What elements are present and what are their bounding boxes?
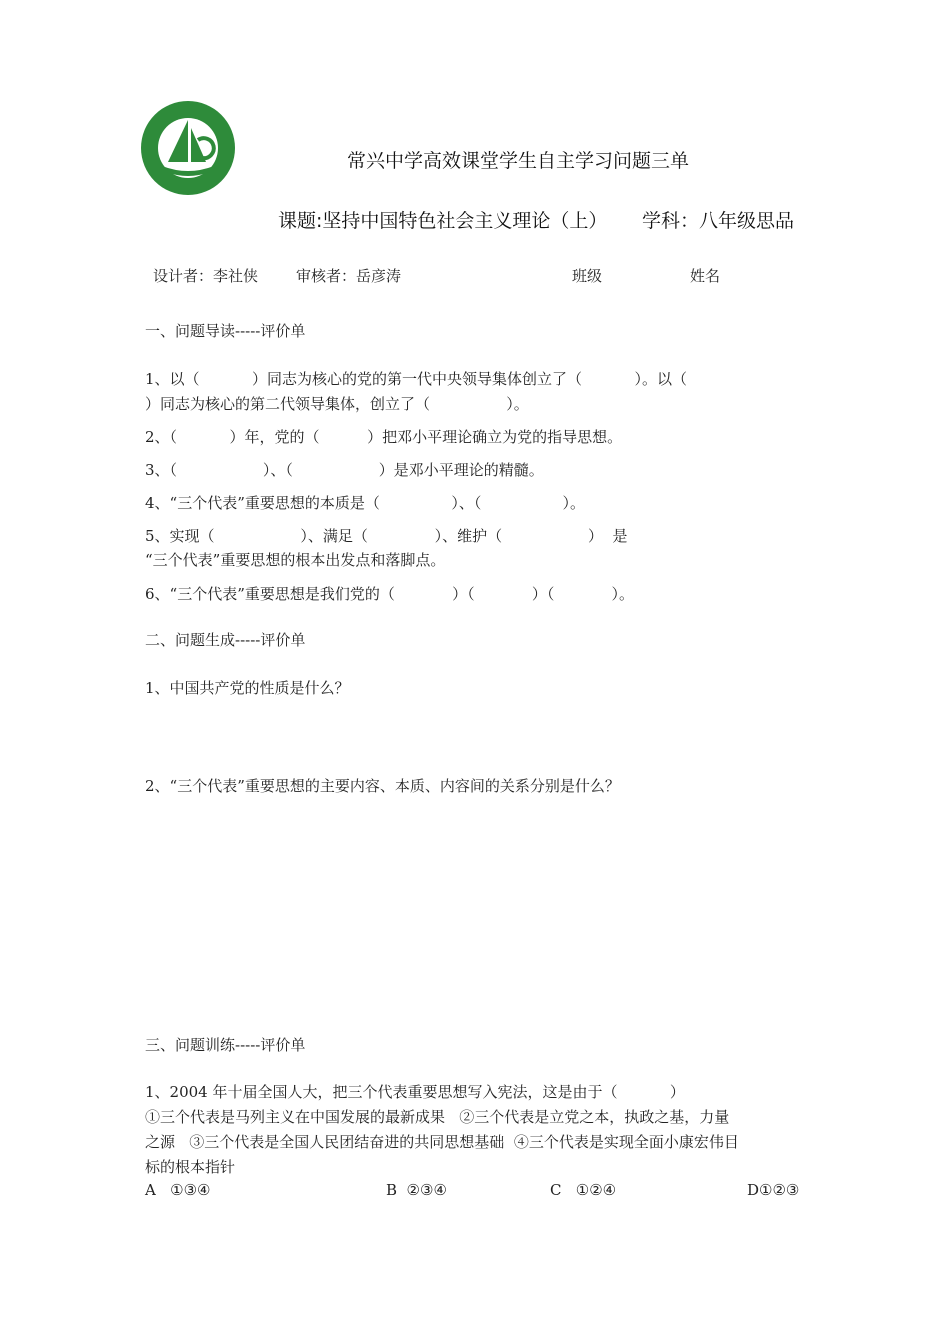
s1-question-5a: 5、实现（ ）、满足（ ）、维护（ ） 是 xyxy=(145,527,628,545)
section-1-title: 一、问题导读-----评价单 xyxy=(145,322,306,340)
lesson-topic: 课题:坚持中国特色社会主义理论（上） xyxy=(278,210,608,232)
s3-question-1-stem: 1、2004 年十届全国人大，把三个代表重要思想写入宪法，这是由于（ ） xyxy=(145,1083,685,1101)
designer-label: 设计者：李社侠 xyxy=(153,267,259,285)
s1-question-6: 6、“三个代表”重要思想是我们党的（ ）（ ）（ ）。 xyxy=(145,585,635,603)
option-b: B ②③④ xyxy=(386,1181,447,1199)
option-d: D①②③ xyxy=(747,1181,800,1199)
lesson-subject: 学科：八年级思品 xyxy=(642,210,795,232)
reviewer-label: 审核者：岳彦涛 xyxy=(296,267,402,285)
section-3-title: 三、问题训练-----评价单 xyxy=(145,1036,306,1054)
section-2-title: 二、问题生成-----评价单 xyxy=(145,631,306,649)
s1-question-4: 4、“三个代表”重要思想的本质是（ ）、（ ）。 xyxy=(145,494,585,512)
s3-question-1-line2: ①三个代表是马列主义在中国发展的最新成果 ②三个代表是立党之本，执政之基，力量 xyxy=(145,1108,730,1126)
option-a: A ①③④ xyxy=(145,1181,211,1199)
class-label: 班级 xyxy=(572,267,603,285)
s1-question-1a: 1、以（ ）同志为核心的党的第一代中央领导集体创立了（ ）。以（ xyxy=(145,370,687,388)
name-label: 姓名 xyxy=(690,267,721,285)
school-logo xyxy=(140,100,236,196)
s1-question-2: 2、（ ）年，党的（ ）把邓小平理论确立为党的指导思想。 xyxy=(145,428,623,446)
s1-question-5b: “三个代表”重要思想的根本出发点和落脚点。 xyxy=(145,551,446,569)
s3-question-1-line4: 标的根本指针 xyxy=(145,1158,236,1176)
s3-question-1-line3: 之源 ③三个代表是全国人民团结奋进的共同思想基础 ④三个代表是实现全面小康宏伟目 xyxy=(145,1133,739,1151)
option-c: C ①②④ xyxy=(550,1181,617,1199)
s1-question-1b: ）同志为核心的第二代领导集体，创立了（ ）。 xyxy=(145,395,529,413)
s2-question-2: 2、“三个代表”重要思想的主要内容、本质、内容间的关系分别是什么？ xyxy=(145,777,620,795)
s1-question-3: 3、（ ）、（ ）是邓小平理论的精髓。 xyxy=(145,461,544,479)
page-title: 常兴中学高效课堂学生自主学习问题三单 xyxy=(347,150,690,172)
s2-question-1: 1、中国共产党的性质是什么？ xyxy=(145,679,350,697)
